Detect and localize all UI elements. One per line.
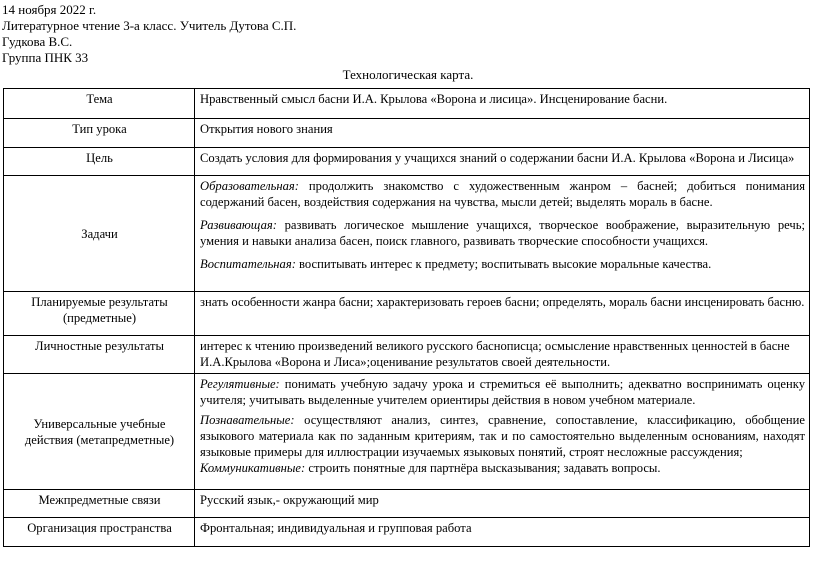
subject-line: Литературное чтение 3-а класс. Учитель Дутова С.П. bbox=[2, 18, 297, 33]
lesson-type-label: Тип урока bbox=[4, 119, 195, 148]
task-educational-prefix: Образовательная: bbox=[200, 179, 299, 193]
lesson-type-value: Открытия нового знания bbox=[195, 119, 810, 148]
space-value: Фронтальная; индивидуальная и групповая работа bbox=[195, 518, 810, 547]
action-regulatory-prefix: Регулятивные: bbox=[200, 377, 280, 391]
personal-results-label: Личностные результаты bbox=[4, 336, 195, 374]
task-upbringing-prefix: Воспитательная: bbox=[200, 257, 296, 271]
space-label: Организация пространства bbox=[4, 518, 195, 547]
universal-actions-label: Универсальные учебные действия (метапредметные) bbox=[4, 374, 195, 490]
action-regulatory bbox=[200, 376, 805, 408]
task-developing bbox=[200, 217, 805, 249]
action-regulatory-text: понимать учебную задачу урока и стремиться её выполнить; адекватно воспринимать оценку учителя; учитывать выделенные учителем ориентиры действия в новом учебном материале. bbox=[200, 377, 805, 407]
document-title: Технологическая карта. bbox=[342, 67, 474, 82]
tasks-label: Задачи bbox=[4, 176, 195, 292]
planned-results-value: знать особенности жанра басни; характеризовать героев басни; определять, мораль басни инсценировать басню. bbox=[195, 292, 810, 336]
group-name: Группа ПНК 33 bbox=[2, 50, 89, 65]
student-name: Гудкова В.С. bbox=[2, 34, 73, 49]
task-upbringing bbox=[200, 256, 805, 272]
planned-results-label: Планируемые результаты (предметные) bbox=[4, 292, 195, 336]
task-developing-prefix: Развивающая: bbox=[200, 218, 277, 232]
action-communicative bbox=[200, 460, 805, 476]
task-developing-text: развивать логическое мышление учащихся, творческое воображение, выразительную речь; умения и навыки анализа басен, поиск главного, развивать творческие способности учащихся. bbox=[200, 218, 805, 248]
tasks-value bbox=[195, 176, 810, 292]
interdisciplinary-label: Межпредметные связи bbox=[4, 490, 195, 518]
lesson-date: 14 ноября 2022 г. bbox=[2, 2, 97, 17]
row-goal bbox=[4, 148, 810, 176]
row-lesson-type bbox=[4, 119, 810, 148]
action-cognitive bbox=[200, 412, 805, 460]
topic-label: Тема bbox=[4, 89, 195, 119]
row-tasks bbox=[4, 176, 810, 292]
task-upbringing-text: воспитывать интерес к предмету; воспитывать высокие моральные качества. bbox=[295, 257, 712, 271]
row-interdisciplinary bbox=[4, 490, 810, 518]
universal-actions-value bbox=[195, 374, 810, 490]
row-personal-results bbox=[4, 336, 810, 374]
action-communicative-prefix: Коммуникативные: bbox=[200, 461, 306, 475]
action-cognitive-prefix: Познавательные: bbox=[200, 413, 295, 427]
goal-label: Цель bbox=[4, 148, 195, 176]
row-universal-actions bbox=[4, 374, 810, 490]
goal-value: Создать условия для формирования у учащихся знаний о содержании басни И.А. Крылова «Ворона и Лисица» bbox=[195, 148, 810, 176]
task-educational-text: продолжить знакомство с художественным жанром – басней; добиться понимания содержаний басен, воздействия содержания на чувства, мысли детей; выделять мораль в басне. bbox=[200, 179, 805, 209]
row-space bbox=[4, 518, 810, 547]
personal-results-value: интерес к чтению произведений великого русского баснописца; осмысление нравственных ценностей в басне И.А.Крылова «Ворона и Лиса»;оценивание результатов своей деятельности. bbox=[195, 336, 810, 374]
row-planned-results bbox=[4, 292, 810, 336]
task-educational bbox=[200, 178, 805, 210]
action-communicative-text: строить понятные для партнёра высказывания; задавать вопросы. bbox=[305, 461, 661, 475]
row-topic bbox=[4, 89, 810, 119]
topic-value: Нравственный смысл басни И.А. Крылова «Ворона и лисица». Инсценирование басни. bbox=[195, 89, 810, 119]
action-cognitive-text: осуществляют анализ, синтез, сравнение, сопоставление, классификацию, обобщение языкового материала как по заданным критериям, так и по самостоятельно выделенным основаниям, находят языковые примеры для иллюстрации изучаемых языковых понятий, строят несложные рассуждения; bbox=[200, 413, 805, 459]
interdisciplinary-value: Русский язык,- окружающий мир bbox=[195, 490, 810, 518]
technological-map-table bbox=[3, 88, 810, 547]
